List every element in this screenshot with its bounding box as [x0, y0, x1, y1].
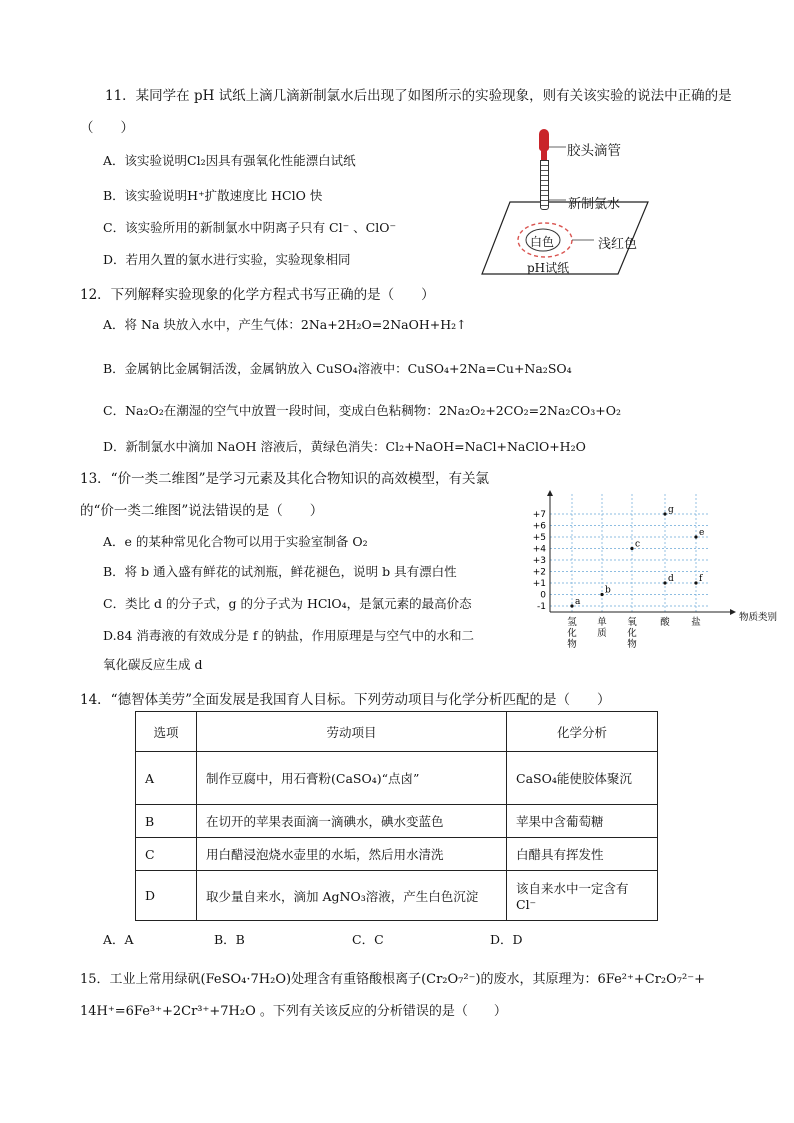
point-label: e — [699, 528, 705, 538]
x-tick-label: 酸 — [660, 617, 670, 628]
table-cell: A — [136, 752, 197, 805]
y-tick-label: +7 — [532, 510, 546, 520]
x-tick-label: 化 — [567, 628, 577, 639]
x-tick-label: 物 — [567, 639, 577, 650]
ph-paper-label: pH试纸 — [527, 261, 570, 275]
q12-stem: 12．下列解释实验现象的化学方程式书写正确的是（ ） — [80, 287, 435, 303]
x-tick-label: 质 — [597, 628, 607, 639]
q14-table — [135, 711, 658, 921]
q13-option-c: C．类比 d 的分子式，g 的分子式为 HClO₄，是氯元素的最高价态 — [103, 596, 472, 611]
table-row — [136, 838, 658, 871]
table-cell: 在切开的苹果表面滴一滴碘水，碘水变蓝色 — [197, 805, 507, 838]
q11-stem: 11．某同学在 pH 试纸上滴几滴新制氯水后出现了如图所示的实验现象，则有关该实验的说法中正确的是 — [105, 88, 732, 104]
q13-option-d-cont: 氧化碳反应生成 d — [103, 657, 203, 672]
data-point-b — [600, 593, 603, 596]
q11-option-a: A．该实验说明Cl₂因具有强氧化性能漂白试纸 — [103, 153, 356, 168]
table-row — [136, 871, 658, 921]
dropper-label: 胶头滴管 — [567, 143, 621, 159]
point-label: b — [605, 585, 611, 596]
table-cell: 苹果中含葡萄糖 — [507, 805, 658, 838]
table-header: 选项 — [136, 712, 197, 752]
table-cell: 取少量自来水，滴加 AgNO₃溶液，产生白色沉淀 — [197, 871, 507, 921]
q12-option-d: D．新制氯水中滴加 NaOH 溶液后，黄绿色消失：Cl₂+NaOH=NaCl+NaClO+H₂O — [103, 439, 586, 454]
data-point-e — [694, 535, 697, 538]
y-tick-label: -1 — [537, 602, 546, 612]
white-label: 白色 — [530, 235, 555, 249]
data-point-d — [663, 581, 666, 584]
table-cell: 用白醋浸泡烧水壶里的水垢，然后用水清洗 — [197, 838, 507, 871]
data-point-g — [663, 512, 666, 515]
y-tick-label: +1 — [532, 579, 546, 589]
q13-option-d: D.84 消毒液的有效成分是 f 的钠盐，作用原理是与空气中的水和二 — [103, 628, 475, 643]
table-cell: 该自来水中一定含有 Cl⁻ — [507, 871, 658, 921]
q11-option-c: C．该实验所用的新制氯水中阴离子只有 Cl⁻ 、ClO⁻ — [103, 220, 397, 235]
table-header-row — [136, 712, 658, 752]
x-tick-label: 物 — [627, 639, 637, 650]
q13-stem-line1: 13．“价一类二维图”是学习元素及其化合物知识的高效模型，有关氯 — [80, 471, 489, 487]
y-tick-label: +5 — [532, 533, 546, 543]
y-tick-label: +6 — [532, 521, 546, 532]
q13-stem-line2: 的“价一类二维图”说法错误的是（ ） — [80, 503, 324, 519]
q14-answer-b: B．B — [214, 932, 245, 947]
table-row — [136, 752, 658, 805]
q15-line1: 15．工业上常用绿矾(FeSO₄·7H₂O)处理含有重铬酸根离子(Cr₂O₇²⁻)的废水，其原理为：6Fe²⁺+Cr₂O₇²⁻+ — [80, 972, 705, 987]
table-row — [136, 805, 658, 838]
pink-label: 浅红色 — [598, 237, 638, 252]
q14-answer-a: A．A — [103, 932, 134, 947]
valence-class-chart — [510, 488, 786, 656]
q14-answer-d: D．D — [490, 932, 523, 947]
q11-option-b: B．该实验说明H⁺扩散速度比 HClO 快 — [103, 188, 323, 203]
x-tick-label: 氧 — [627, 617, 637, 628]
q11-answer-paren: （ ） — [80, 120, 134, 136]
point-label: g — [668, 505, 674, 515]
table-cell: 制作豆腐中，用石膏粉(CaSO₄)“点卤” — [197, 752, 507, 805]
data-point-c — [630, 547, 633, 550]
table-cell: CaSO₄能使胶体聚沉 — [507, 752, 658, 805]
table-header: 化学分析 — [507, 712, 658, 752]
q15-line2: 14H⁺=6Fe³⁺+2Cr³⁺+7H₂O 。下列有关该反应的分析错误的是（ ） — [80, 1004, 507, 1019]
y-tick-label: +3 — [532, 556, 546, 566]
table-cell: C — [136, 838, 197, 871]
q12-option-c: C．Na₂O₂在潮湿的空气中放置一段时间，变成白色粘稠物：2Na₂O₂+2CO₂=2Na₂CO₃+O₂ — [103, 403, 621, 418]
x-tick-label: 化 — [627, 628, 637, 639]
table-header: 劳动项目 — [197, 712, 507, 752]
table-cell: 白醋具有挥发性 — [507, 838, 658, 871]
point-label: f — [699, 574, 703, 584]
table-cell: D — [136, 871, 197, 921]
x-tick-label: 盐 — [691, 617, 701, 628]
q14-answer-c: C．C — [352, 932, 384, 947]
y-tick-label: +2 — [532, 567, 546, 578]
data-point-a — [570, 604, 573, 607]
point-label: c — [635, 539, 641, 550]
point-label: a — [575, 597, 581, 607]
x-tick-label: 单 — [597, 617, 607, 628]
q14-stem: 14．“德智体美劳”全面发展是我国育人目标。下列劳动项目与化学分析匹配的是（ ） — [80, 692, 611, 708]
q12-option-a: A．将 Na 块放入水中，产生气体：2Na+2H₂O=2NaOH+H₂↑ — [103, 317, 467, 332]
y-tick-label: 0 — [540, 590, 546, 601]
q12-option-b: B．金属钠比金属铜活泼，金属钠放入 CuSO₄溶液中：CuSO₄+2Na=Cu+Na₂SO₄ — [103, 361, 572, 376]
point-label: d — [668, 574, 674, 584]
data-point-f — [694, 581, 697, 584]
q13-option-a: A．e 的某种常见化合物可以用于实验室制备 O₂ — [103, 534, 368, 549]
x-axis-label: 物质类别 — [739, 612, 778, 623]
y-tick-label: +4 — [532, 544, 546, 555]
q13-option-b: B．将 b 通入盛有鲜花的试剂瓶，鲜花褪色，说明 b 具有漂白性 — [103, 564, 457, 579]
chlorine-water-label: 新制氯水 — [568, 197, 621, 212]
table-cell: B — [136, 805, 197, 838]
q11-option-d: D．若用久置的氯水进行实验，实验现象相同 — [103, 252, 351, 267]
x-tick-label: 氢 — [567, 617, 577, 628]
